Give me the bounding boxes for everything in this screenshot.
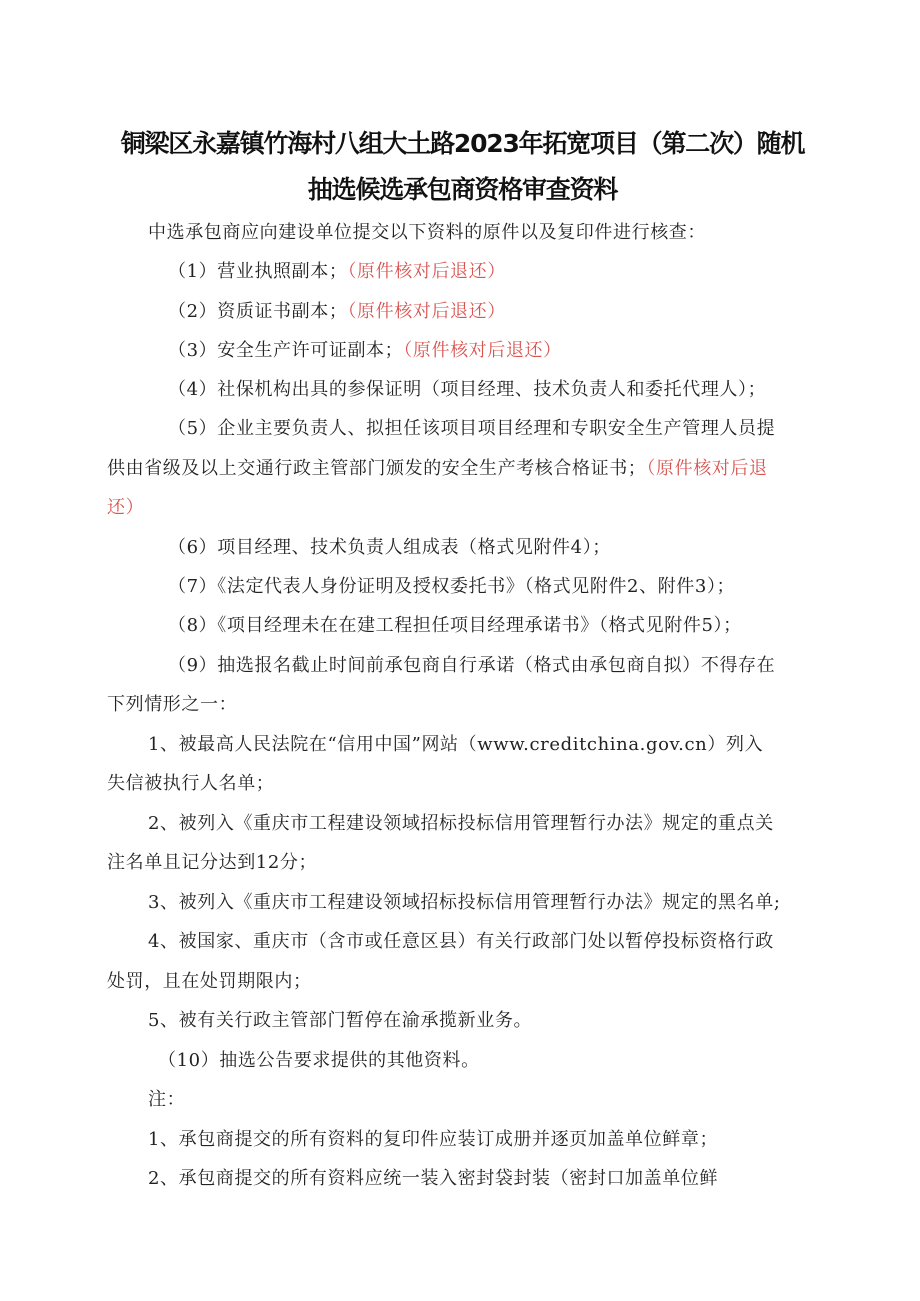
note-label: 注： [148, 1089, 186, 1110]
item-1-note: （原件核对后退还） [347, 261, 506, 282]
item-2-note: （原件核对后退还） [347, 301, 506, 322]
item-2-text: （2）资质证书副本； [168, 301, 348, 322]
item-2 [168, 301, 883, 323]
item-5-line-1: （5）企业主要负责人、拟担任该项目项目经理和专职安全生产管理人员提 [168, 418, 776, 439]
intro-paragraph: 中选承包商应向建设单位提交以下资料的原件以及复印件进行核查： [148, 222, 706, 243]
note-1: 1、承包商提交的所有资料的复印件应装订成册并逐页加盖单位鲜章； [148, 1129, 719, 1150]
document-title-line-2: 抽选候选承包商资格审查资料 [307, 175, 618, 204]
item-3 [168, 340, 883, 362]
item-5-line-2 [107, 458, 822, 480]
item-6: （6）项目经理、技术负责人组成表（格式见附件4）； [168, 537, 611, 558]
item-3-text: （3）安全生产许可证副本； [168, 340, 404, 361]
condition-1-line-2: 失信被执行人名单； [107, 773, 275, 794]
condition-1-line-1: 1、被最高人民法院在“信用中国”网站（www.creditchina.gov.cn）列入 [148, 734, 764, 755]
item-3-note: （原件核对后退还） [403, 340, 562, 361]
condition-5: 5、被有关行政主管部门暂停在渝承揽新业务。 [148, 1010, 533, 1031]
document-title-line-1: 铜梁区永嘉镇竹海村八组大土路2023年拓宽项目（第二次）随机 [120, 129, 805, 158]
item-7: （7）《法定代表人身份证明及授权委托书》（格式见附件2、附件3）； [168, 576, 736, 597]
item-1 [168, 261, 883, 283]
item-5-note: （原件核对后退 [646, 458, 768, 479]
condition-4-line-1: 4、被国家、重庆市（含市或任意区县）有关行政部门处以暂停投标资格行政 [148, 931, 774, 952]
item-1-text: （1）营业执照副本； [168, 261, 348, 282]
condition-3: 3、被列入《重庆市工程建设领域招标投标信用管理暂行办法》规定的黑名单; [148, 892, 781, 913]
condition-4-line-2: 处罚，且在处罚期限内； [107, 971, 312, 992]
item-5-text: 供由省级及以上交通行政主管部门颁发的安全生产考核合格证书； [107, 458, 647, 479]
item-9-line-2: 下列情形之一： [107, 694, 238, 715]
condition-2-line-2: 注名单且记分达到12分； [107, 852, 318, 873]
item-8: （8）《项目经理未在在建工程担任项目经理承诺书》（格式见附件5）； [168, 615, 742, 636]
item-4: （4）社保机构出具的参保证明（项目经理、技术负责人和委托代理人）； [168, 379, 767, 400]
item-5-line-3: 还） [107, 497, 145, 518]
item-9-line-1: （9）抽选报名截止时间前承包商自行承诺（格式由承包商自拟）不得存在 [168, 655, 776, 676]
note-2: 2、承包商提交的所有资料应统一装入密封袋封装（密封口加盖单位鲜 [148, 1168, 719, 1189]
condition-2-line-1: 2、被列入《重庆市工程建设领域招标投标信用管理暂行办法》规定的重点关 [148, 813, 774, 834]
item-10: （10）抽选公告要求提供的其他资料。 [158, 1050, 480, 1071]
